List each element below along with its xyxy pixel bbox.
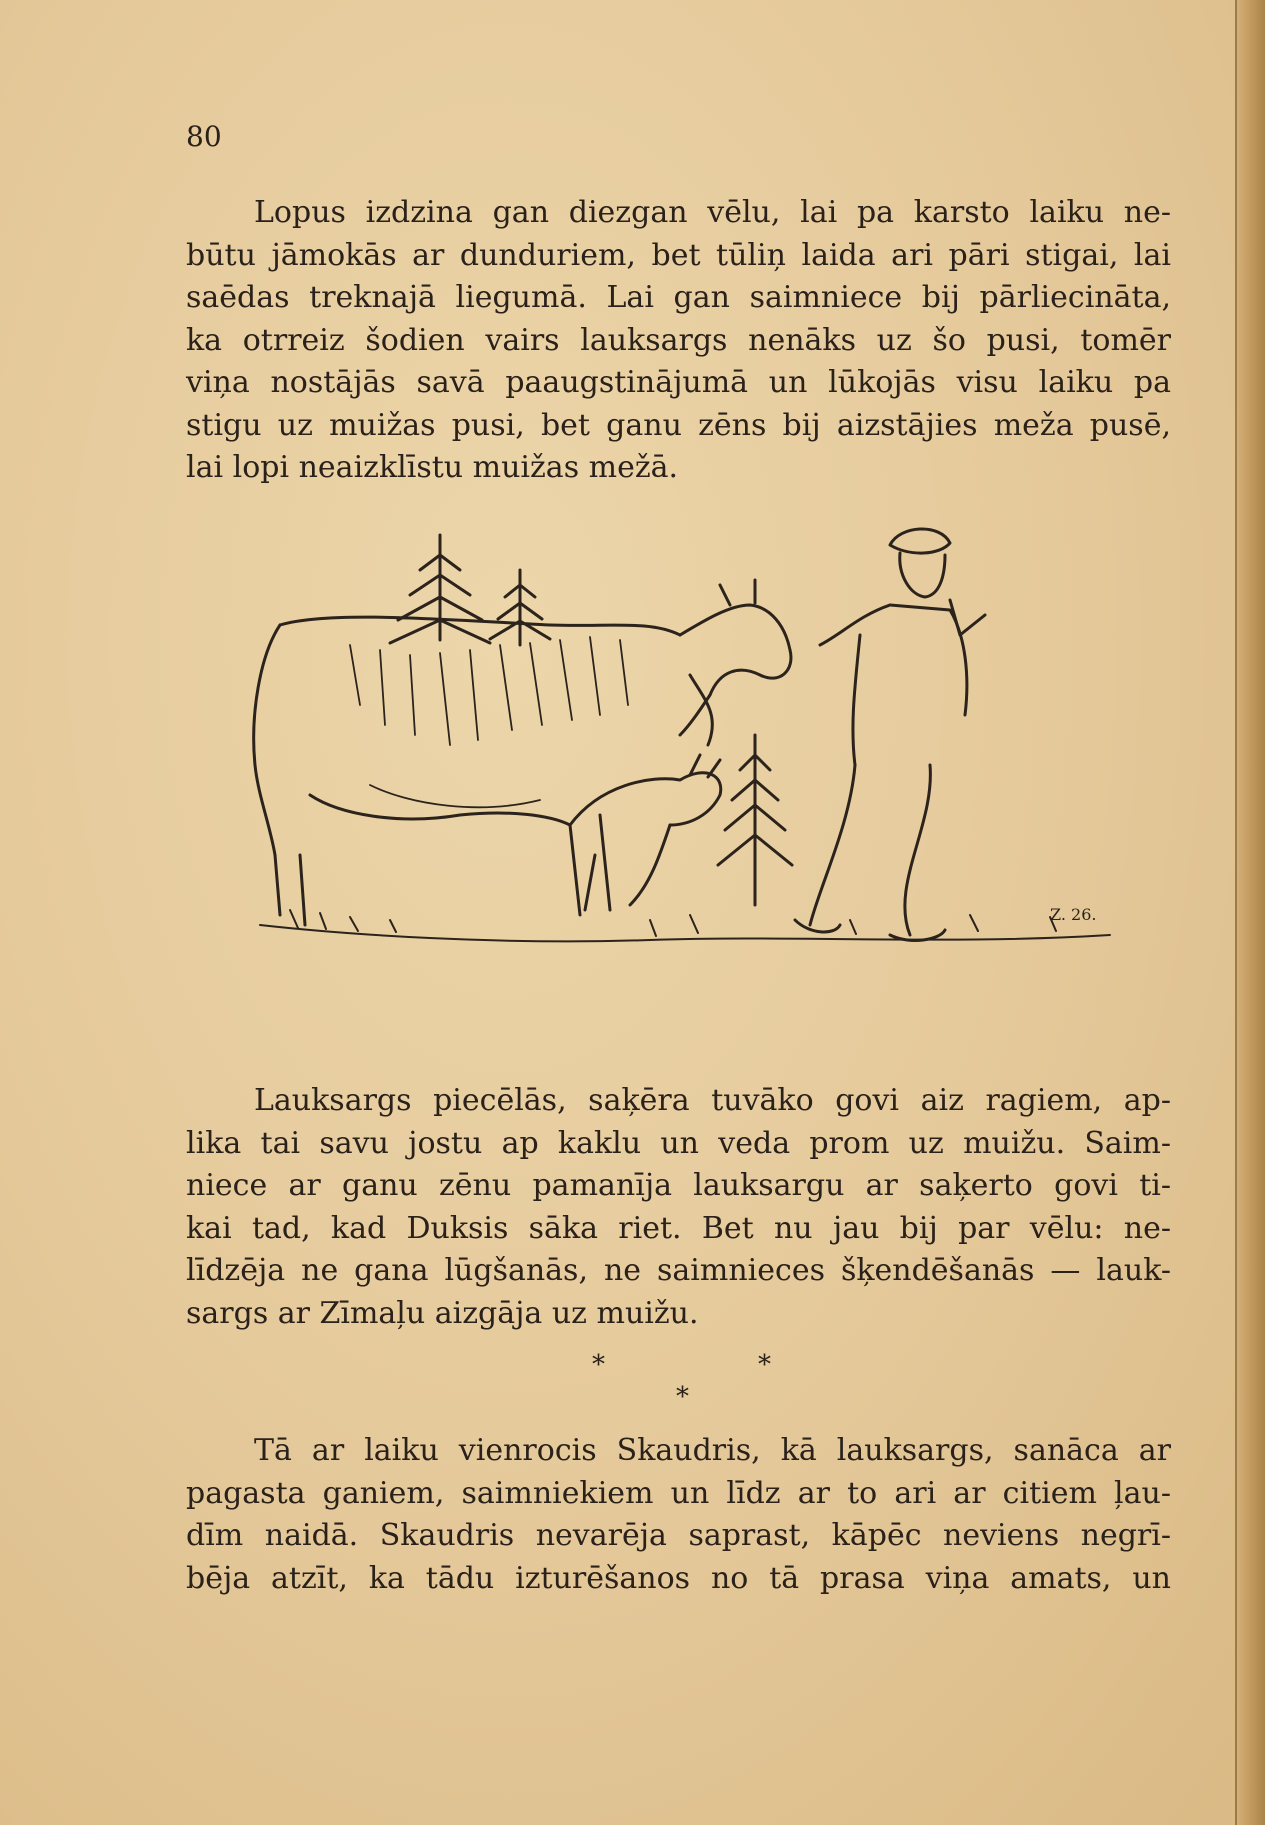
text-line: lika tai savu jostu ap kaklu un veda prom uz muižu. Saim- <box>186 1125 1171 1161</box>
text-line: Tā ar laiku vienrocis Skaudris, kā lauksargs, sanāca ar <box>254 1433 1171 1468</box>
cow-drawing <box>254 580 791 925</box>
page-edge <box>1235 0 1265 1825</box>
text-line: bēja atzīt, ka tādu izturēšanos no tā prasa viņa amats, un <box>186 1560 1171 1596</box>
text-line: stigu uz muižas pusi, bet ganu zēns bij aizstājies meža pusē, <box>186 407 1171 443</box>
asterisk: * <box>676 1382 689 1412</box>
fir-tree-icon <box>490 570 550 645</box>
text-line: pagasta ganiem, saimniekiem un līdz ar to ari ar citiem ļau- <box>186 1475 1171 1511</box>
text-line: līdzēja ne gana lūgšanās, ne saimnieces šķendēšanās — lauk- <box>186 1253 1171 1288</box>
fir-tree-icon <box>390 535 490 643</box>
text-line: niece ar ganu zēnu pamanīja lauksargu ar saķerto govi ti- <box>186 1168 1171 1203</box>
text-line: kai tad, kad Duksis sāka riet. Bet nu jau bij par vēlu: ne- <box>186 1210 1171 1246</box>
page-number: 80 <box>186 120 222 153</box>
text-line: viņa nostājās savā paaugstinājumā un lūkojās visu laiku pa <box>186 365 1171 400</box>
text-line: būtu jāmokās ar dunduriem, bet tūliņ laida ari pāri stigai, lai <box>186 237 1171 273</box>
text-line: saēdas treknajā liegumā. Lai gan saimniece bij pārliecināta, <box>186 280 1171 315</box>
illustration-signature: Z. 26. <box>1050 905 1097 924</box>
cow-herder-dog-illustration <box>250 525 1120 1030</box>
text-line: lai lopi neaizklīstu muižas mežā. <box>186 450 679 485</box>
paragraph-3 <box>186 1430 1171 1600</box>
asterisk: * <box>758 1350 771 1380</box>
ground-hatching <box>260 910 1110 941</box>
text-line: Lauksargs piecēlās, saķēra tuvāko govi aiz ragiem, ap- <box>254 1083 1171 1118</box>
herder-man-drawing <box>795 529 985 940</box>
text-line: sargs ar Zīmaļu aizgāja uz muižu. <box>186 1295 699 1331</box>
paragraph-1 <box>186 192 1171 490</box>
fir-tree-icon <box>718 735 792 905</box>
asterisk: * <box>592 1350 605 1380</box>
text-line: dīm naidā. Skaudris nevarēja saprast, kāpēc neviens negrī- <box>186 1518 1171 1553</box>
text-line: ka otrreiz šodien vairs lauksargs nenāks uz šo pusi, tomēr <box>186 322 1171 358</box>
text-line: Lopus izdzina gan diezgan vēlu, lai pa karsto laiku ne- <box>254 195 1171 230</box>
paragraph-2 <box>186 1080 1171 1335</box>
dog-drawing <box>570 755 721 910</box>
